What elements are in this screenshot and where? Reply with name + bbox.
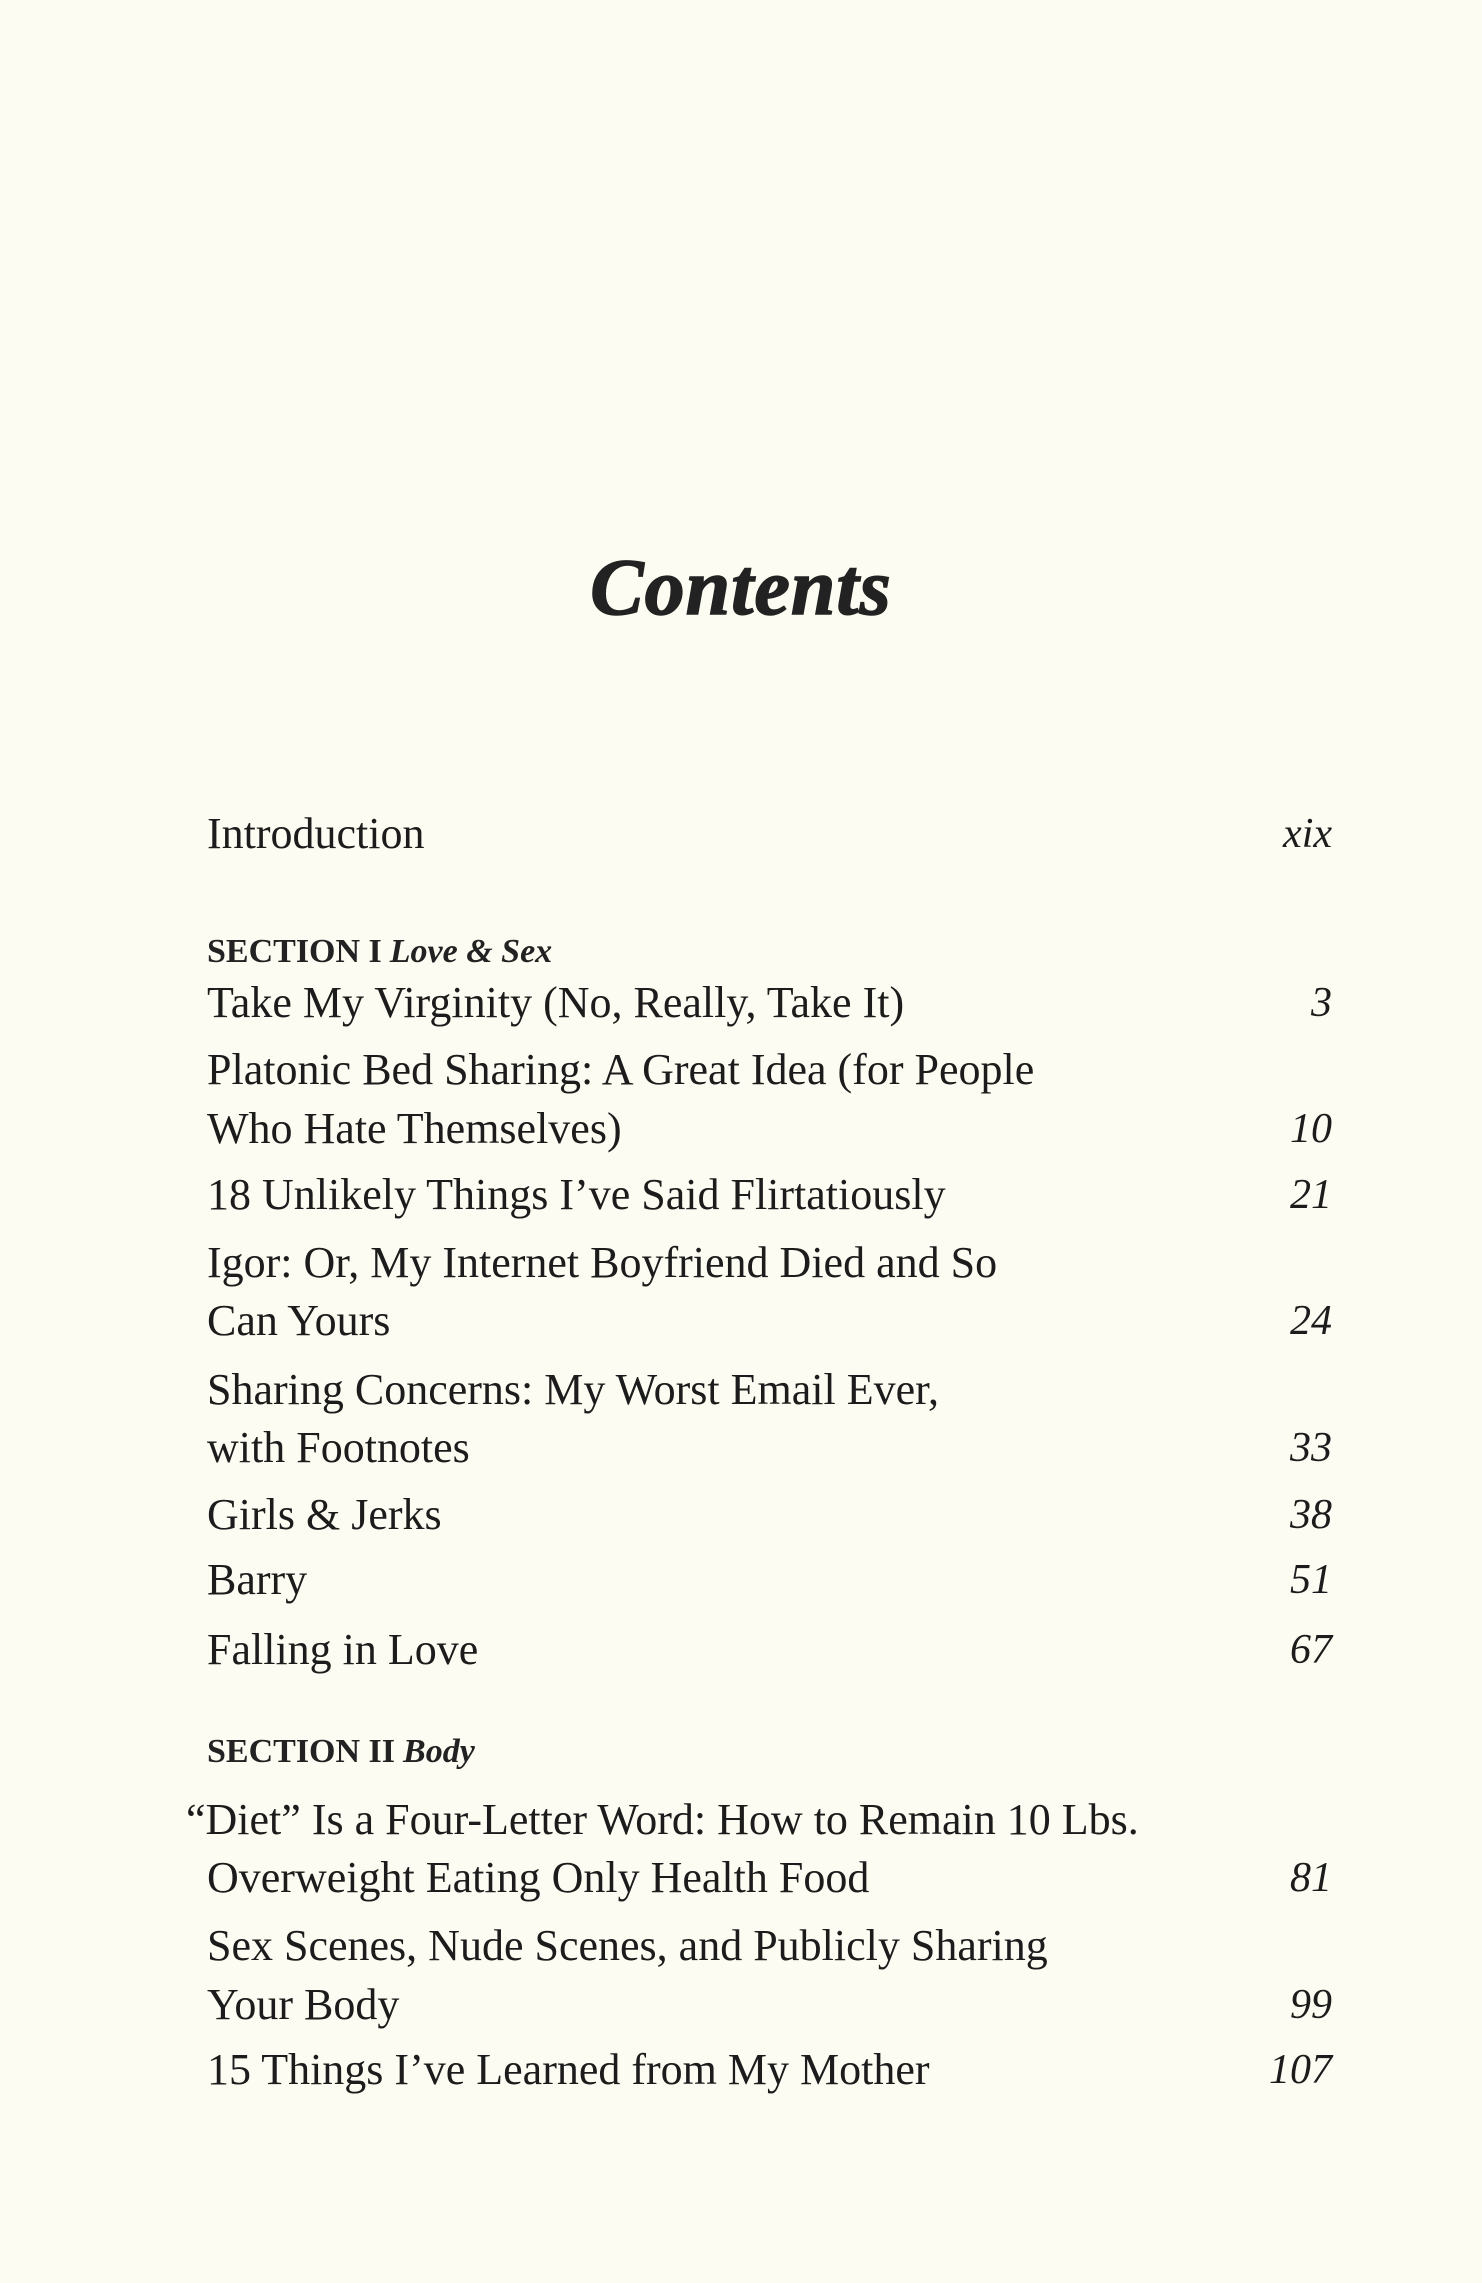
toc-entry: “Diet” Is a Four-Letter Word: How to Remain 10 Lbs. [186, 1795, 1139, 1844]
toc-entry-continuation: Overweight Eating Only Health Food [207, 1853, 870, 1902]
page-number: 10 [1290, 1106, 1332, 1152]
page-title: Contents [590, 544, 892, 632]
toc-entry: Sex Scenes, Nude Scenes, and Publicly Sharing [207, 1921, 1048, 1970]
section-heading-1 [207, 935, 552, 969]
section-label: SECTION I [207, 933, 382, 970]
toc-entry: Platonic Bed Sharing: A Great Idea (for People [207, 1045, 1035, 1094]
toc-entry-continuation: Your Body [207, 1980, 400, 2029]
page-number: 24 [1290, 1298, 1332, 1344]
toc-entry: Falling in Love [207, 1625, 479, 1674]
page-number: 33 [1290, 1425, 1332, 1471]
toc-entry: Take My Virginity (No, Really, Take It) [207, 978, 905, 1027]
toc-entry-continuation: with Footnotes [207, 1423, 470, 1472]
toc-entry: 18 Unlikely Things I’ve Said Flirtatiously [207, 1170, 946, 1219]
page-number: 81 [1290, 1855, 1332, 1901]
page-number: 67 [1290, 1627, 1332, 1673]
section-heading-2 [207, 1735, 475, 1769]
toc-entry: Barry [207, 1555, 308, 1604]
toc-entry-continuation: Who Hate Themselves) [207, 1104, 622, 1153]
page-number: xix [1283, 811, 1332, 857]
section-label: SECTION II [207, 1733, 396, 1770]
page-number: 99 [1290, 1982, 1332, 2028]
page-number: 51 [1290, 1557, 1332, 1603]
toc-entry: 15 Things I’ve Learned from My Mother [207, 2045, 930, 2094]
page-number: 3 [1311, 980, 1332, 1026]
page-number: 21 [1290, 1172, 1332, 1218]
toc-entry-continuation: Can Yours [207, 1296, 391, 1345]
toc-entry: Sharing Concerns: My Worst Email Ever, [207, 1365, 939, 1414]
page-number: 38 [1290, 1492, 1332, 1538]
page-number: 107 [1269, 2047, 1332, 2093]
section-subtitle: Love & Sex [389, 933, 553, 970]
toc-entry: Girls & Jerks [207, 1490, 442, 1539]
toc-entry-introduction: Introduction [207, 809, 425, 858]
toc-entry: Igor: Or, My Internet Boyfriend Died and So [207, 1238, 998, 1287]
section-subtitle: Body [403, 1733, 475, 1770]
